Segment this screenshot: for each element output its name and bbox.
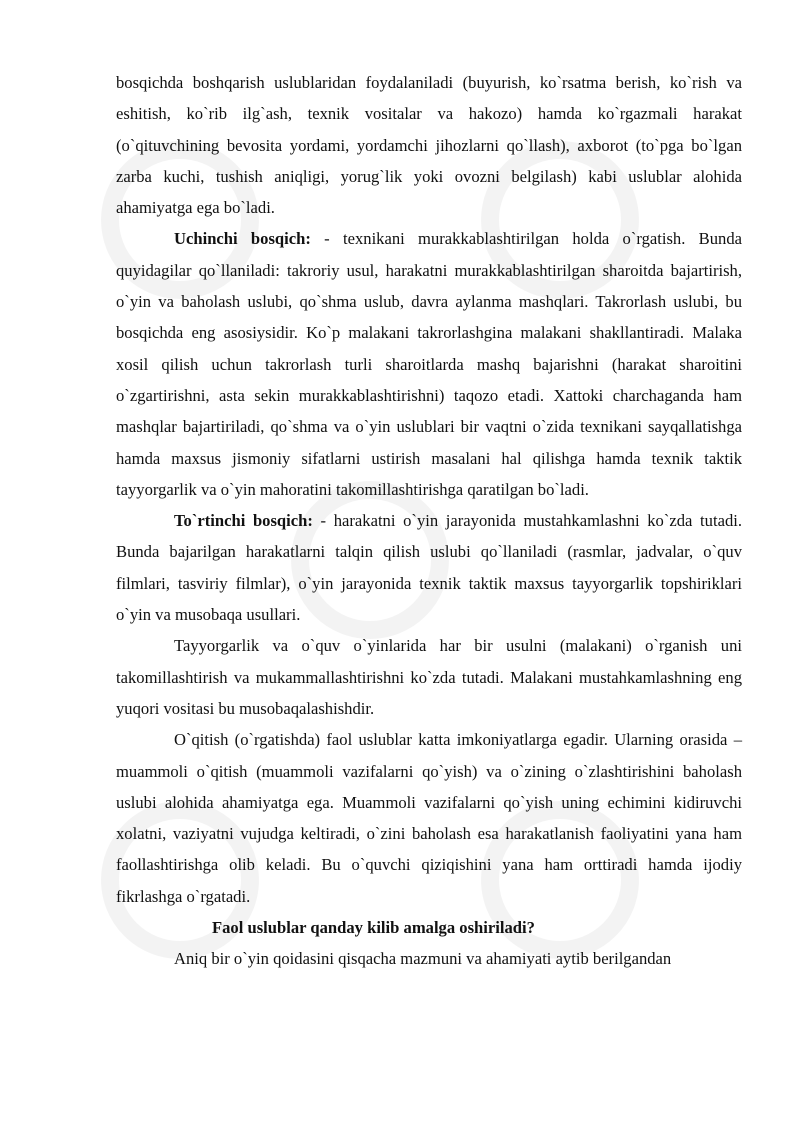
- paragraph-2-lead: Uchinchi bosqich:: [174, 229, 311, 249]
- paragraph-2-text: - texnikani murakkablashtirilgan holda o`rgatish. Bunda quyidagilar qo`llaniladi: takroriy usul, harakatni murakkablashtirilgan sharoitda bajartirish, o`yin va baholash uslubi, qo`shma uslub, davra aylanma mashqlari. Takrorlash uslubi, bu bosqichda eng asosiysidir. Ko`p malakani takrorlashgina malakani shakllantiradi. Malaka xosil qilish uchun takrorlash turli sharoitlarda mashq bajarishni (harakat sharoitini o`zgartirishni, asta sekin murakkablashtirishni) taqozo etadi. Xattoki charchaganda ham mashqlar bajartiriladi, qo`shma va o`yin uslublari bir vaqtni o`zida texnikani sayqallatishga hamda maxsus jismoniy sifatlarni ustirish masalani hal qilishga hamda texnik taktik tayyorgarlik va o`yin mahoratini takomillashtirishga qaratilgan bo`ladi.: [116, 229, 742, 499]
- paragraph-3-text: - harakatni o`yin jarayonida mustahkamlashni ko`zda tutadi. Bunda bajarilgan harakatlarni talqin qilish uslubi qo`llaniladi (rasmlar, jadvalar, o`quv filmlari, tasviriy filmlar), o`yin jarayonida texnik taktik maxsus tayyorgarlik topshiriklari o`yin va musobaqa usullari.: [116, 511, 742, 625]
- paragraph-1: [116, 67, 742, 223]
- paragraph-3: [116, 505, 742, 630]
- document-body: [116, 67, 742, 975]
- paragraph-2: [116, 223, 742, 505]
- paragraph-3-lead: To`rtinchi bosqich:: [174, 511, 313, 531]
- paragraph-4: [116, 630, 742, 724]
- paragraph-6: [116, 943, 742, 974]
- section-heading: Faol uslublar qanday kilib amalga oshiriladi?: [212, 918, 535, 938]
- paragraph-5: [116, 724, 742, 912]
- paragraph-4-text: Tayyorgarlik va o`quv o`yinlarida har bir usulni (malakani) o`rganish uni takomillashtirish va mukammallashtirishni ko`zda tutadi. Malakani mustahkamlashning eng yuqori vositasi bu musobaqalashishdir.: [116, 636, 742, 718]
- paragraph-1-text: bosqichda boshqarish uslublaridan foydalaniladi (buyurish, ko`rsatma berish, ko`rish va eshitish, ko`rib ilg`ash, texnik vositalar va hakozo) hamda ko`rgazmali harakat (o`qituvchining bevosita yordami, yordamchi jihozlarni qo`llash), axborot (to`pga bo`lgan zarba kuchi, tushish aniqligi, yorug`lik yoki ovozni belgilash) kabi uslublar alohida ahamiyatga ega bo`ladi.: [116, 73, 742, 218]
- paragraph-6-text: Aniq bir o`yin qoidasini qisqacha mazmuni va ahamiyati aytib berilgandan: [174, 949, 672, 969]
- paragraph-5-text: O`qitish (o`rgatishda) faol uslublar katta imkoniyatlarga egadir. Ularning orasida – muammoli o`qitish (muammoli vazifalarni qo`yish) va o`zining o`zlashtirishini baholash uslubi alohida ahamiyatga ega. Muammoli vazifalarni qo`yish uning echimini kidiruvchi xolatni, vaziyatni vujudga keltiradi, o`zini baholash esa harakatlanish faoliyatini yana ham faollashtirishga olib keladi. Bu o`quvchi qiziqishini yana ham orttiradi hamda ijodiy fikrlashga o`rgatadi.: [116, 730, 742, 906]
